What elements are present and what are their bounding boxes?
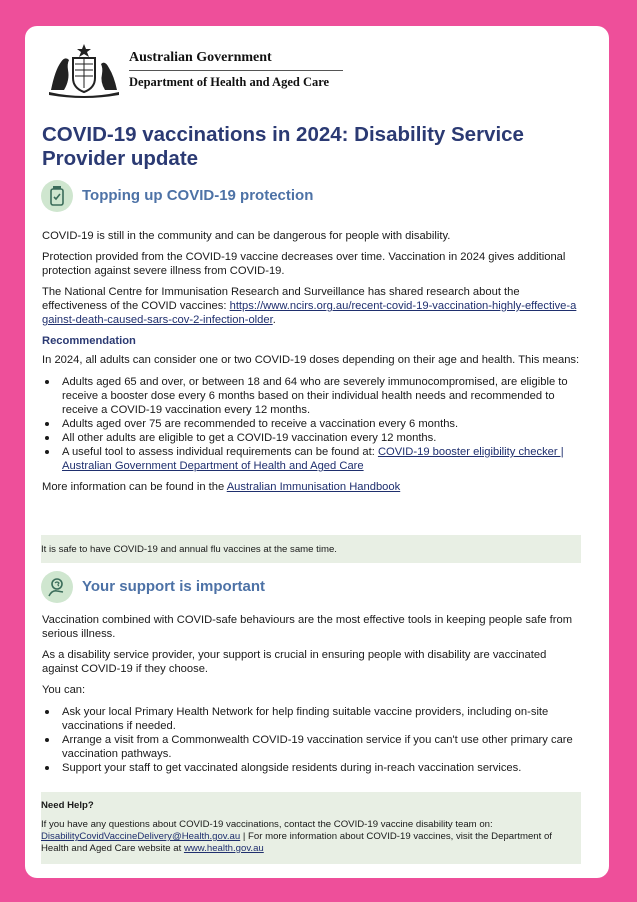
need-help-text [41,819,581,855]
section-support-heading [41,571,581,605]
need-help-title: Need Help? [41,800,94,811]
list-item: Adults aged 65 and over, or between 18 and 64 who are severely immunocompromised, are eligible to receive a booster dose every 6 months based on their individual health needs and recommended to receive a COVID-19 vaccination every 12 months. [42,375,582,417]
paragraph: Protection provided from the COVID-19 vaccine decreases over time. Vaccination in 2024 gives additional protection against severe illness from COVID-19. [42,251,566,277]
need-help-box [41,792,581,864]
recommendation-list [42,375,582,473]
help-text: | For more information about COVID-19 vaccines, visit the Department of Health and Aged Care website at [41,831,552,854]
support-list [42,705,582,775]
list-item [42,445,582,473]
list-item: Arrange a visit from a Commonwealth COVID-19 vaccination service if you can't use other primary care vaccination pathways. [42,733,582,761]
coat-of-arms-icon [45,42,123,98]
page-title: COVID-19 vaccinations in 2024: Disability Service Provider update [42,123,524,170]
more-info-paragraph [42,480,582,494]
government-wordmark [129,50,343,90]
support-hand-icon [41,571,73,603]
section-title: Topping up COVID-19 protection [82,187,314,204]
gov-name: Australian Government [129,50,272,65]
section-topping-up-heading [41,180,581,214]
list-item: Support your staff to get vaccinated alongside residents during in-reach vaccination services. [42,761,582,775]
section1-body [42,229,582,494]
paragraph-text: More information can be found in the [42,481,227,493]
flu-vaccine-note [41,535,581,563]
department-name: Department of Health and Aged Care [129,75,330,89]
list-item: Ask your local Primary Health Network for help finding suitable vaccine providers, including on-site vaccinations if needed. [42,705,582,733]
note-text: It is safe to have COVID-19 and annual flu vaccines at the same time. [41,544,337,555]
list-item: All other adults are eligible to get a COVID-19 vaccination every 12 months. [42,431,582,445]
booster-eligibility-checker-link[interactable]: COVID-19 booster eligibility checker | Australian Government Department of Health and Aged Care [62,446,564,472]
government-logo [45,42,375,102]
paragraph: Vaccination combined with COVID-safe behaviours are the most effective tools in keeping people safe from serious illness. [42,614,573,640]
paragraph-research [42,285,582,327]
list-item-text: A useful tool to assess individual requirements can be found at: [62,446,378,458]
immunisation-handbook-link[interactable]: Australian Immunisation Handbook [226,481,401,493]
recommendation-heading: Recommendation [42,335,136,347]
document-card [25,26,609,878]
disability-team-email-link[interactable]: DisabilityCovidVaccineDelivery@Health.gov.au [41,831,241,842]
paragraph: You can: [42,684,86,696]
paragraph: COVID-19 is still in the community and can be dangerous for people with disability. [42,230,451,242]
list-item: Adults aged over 75 are recommended to receive a vaccination every 6 months. [42,417,582,431]
section-title: Your support is important [82,578,266,595]
wordmark-divider [129,70,343,71]
vaccine-vial-icon [41,180,73,212]
paragraph: In 2024, all adults can consider one or two COVID-19 doses depending on their age and health. This means: [42,354,580,366]
paragraph: As a disability service provider, your support is crucial in ensuring people with disability are vaccinated against COVID-19 if they choose. [42,649,547,675]
health-website-link[interactable]: www.health.gov.au [183,843,264,854]
ncirs-research-link[interactable]: https://www.ncirs.org.au/recent-covid-19-vaccination-highly-effective-against-death-caused-sars-cov-2-infection-older [42,300,577,326]
section2-body [42,613,582,775]
help-text: If you have any questions about COVID-19 vaccinations, contact the COVID-19 vaccine disability team on: [41,819,493,830]
paragraph-end: . [272,314,276,326]
paragraph-text: The National Centre for Immunisation Research and Surveillance has shared research about the effectiveness of the COVID vaccines: [42,286,520,312]
